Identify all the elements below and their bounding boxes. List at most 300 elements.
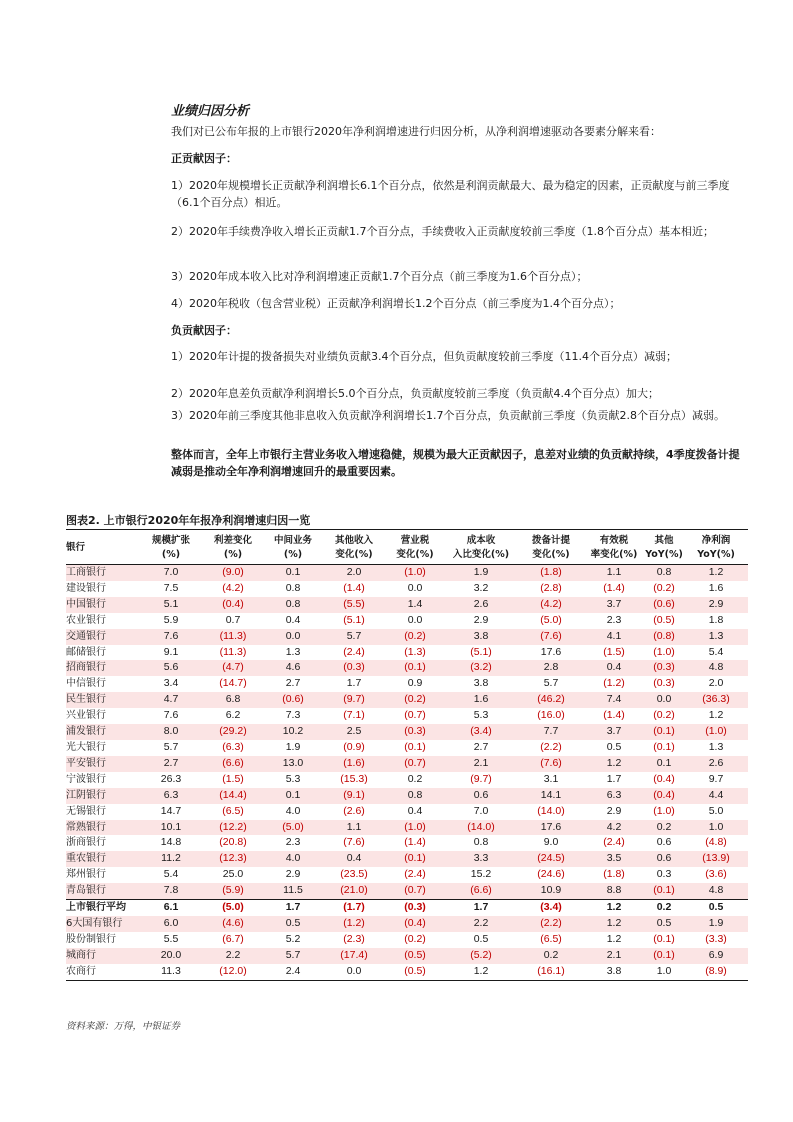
- value-cell: (3.3): [684, 932, 748, 948]
- value-cell: 0.1: [264, 788, 322, 804]
- value-cell: 0.1: [644, 756, 684, 772]
- value-cell: 5.3: [444, 708, 518, 724]
- bank-name-cell: 招商银行: [66, 660, 140, 676]
- value-cell: (0.1): [644, 740, 684, 756]
- value-cell: 1.7: [322, 676, 386, 692]
- value-cell: (4.6): [202, 916, 264, 932]
- table-row: [66, 835, 748, 851]
- value-cell: 0.7: [202, 613, 264, 629]
- value-cell: (21.0): [322, 883, 386, 899]
- column-header-line: 其他收入: [334, 535, 373, 546]
- value-cell: (3.2): [444, 660, 518, 676]
- value-cell: 0.2: [644, 900, 684, 916]
- value-cell: (1.5): [584, 645, 644, 661]
- value-cell: 1.6: [684, 581, 748, 597]
- value-cell: 2.2: [202, 948, 264, 964]
- value-cell: (0.1): [644, 724, 684, 740]
- value-cell: (46.2): [518, 692, 584, 708]
- value-cell: 6.0: [140, 916, 202, 932]
- value-cell: 4.1: [584, 629, 644, 645]
- value-cell: (0.8): [644, 629, 684, 645]
- value-cell: 3.7: [584, 597, 644, 613]
- value-cell: 1.7: [264, 900, 322, 916]
- value-cell: (0.3): [386, 724, 444, 740]
- value-cell: 0.8: [444, 835, 518, 851]
- value-cell: (9.7): [322, 692, 386, 708]
- value-cell: (5.9): [202, 883, 264, 899]
- column-header: [518, 532, 584, 565]
- bank-name-cell: 民生银行: [66, 692, 140, 708]
- attribution-table: [66, 532, 748, 981]
- positive-item-1: 1）2020年规模增长正贡献净利润增长6.1个百分点，依然是利润贡献最大、最为稳定的因素，正贡献度与前三季度（6.1个百分点）相近。: [171, 179, 730, 209]
- value-cell: 5.5: [140, 932, 202, 948]
- bank-name-cell: 工商银行: [66, 565, 140, 581]
- value-cell: 7.7: [518, 724, 584, 740]
- column-header-line: 中间业务: [273, 535, 312, 546]
- value-cell: (3.4): [518, 900, 584, 916]
- value-cell: (2.4): [584, 835, 644, 851]
- value-cell: 1.2: [584, 900, 644, 916]
- value-cell: 2.0: [322, 565, 386, 581]
- value-cell: 1.7: [444, 900, 518, 916]
- value-cell: 8.8: [584, 883, 644, 899]
- table-row: [66, 916, 748, 932]
- value-cell: 4.8: [684, 883, 748, 899]
- value-cell: 0.0: [322, 964, 386, 980]
- bank-name-cell: 无锡银行: [66, 804, 140, 820]
- value-cell: (2.4): [386, 867, 444, 883]
- value-cell: 7.6: [140, 629, 202, 645]
- bank-name-cell: 平安银行: [66, 756, 140, 772]
- value-cell: (1.4): [386, 835, 444, 851]
- value-cell: 1.3: [264, 645, 322, 661]
- value-cell: 6.8: [202, 692, 264, 708]
- column-header: [66, 532, 140, 565]
- value-cell: 1.2: [584, 916, 644, 932]
- value-cell: 0.0: [264, 629, 322, 645]
- value-cell: (0.1): [644, 948, 684, 964]
- value-cell: 6.3: [140, 788, 202, 804]
- value-cell: 25.0: [202, 867, 264, 883]
- value-cell: 11.5: [264, 883, 322, 899]
- value-cell: 10.2: [264, 724, 322, 740]
- bank-name-cell: 6大国有银行: [66, 916, 140, 932]
- column-header-line: 规模扩张: [151, 535, 190, 546]
- value-cell: 1.7: [584, 772, 644, 788]
- value-cell: (24.5): [518, 851, 584, 867]
- value-cell: (6.6): [202, 756, 264, 772]
- value-cell: 1.1: [584, 565, 644, 581]
- bank-name-cell: 农业银行: [66, 613, 140, 629]
- value-cell: 1.4: [386, 597, 444, 613]
- column-header: [202, 532, 264, 565]
- value-cell: (5.0): [264, 820, 322, 836]
- value-cell: 5.3: [264, 772, 322, 788]
- value-cell: 2.7: [140, 756, 202, 772]
- table-row: [66, 820, 748, 836]
- table-row: [66, 900, 748, 916]
- value-cell: 0.4: [386, 804, 444, 820]
- column-header-line: 拨备计提: [531, 535, 570, 546]
- bank-name-cell: 邮储银行: [66, 645, 140, 661]
- value-cell: 0.0: [386, 613, 444, 629]
- value-cell: 17.6: [518, 645, 584, 661]
- value-cell: (0.4): [644, 788, 684, 804]
- value-cell: 5.7: [140, 740, 202, 756]
- column-header-line: (%): [161, 549, 181, 560]
- table-row: [66, 772, 748, 788]
- source-note: 资料来源：万得，中银证券: [66, 1021, 181, 1032]
- value-cell: (0.4): [644, 772, 684, 788]
- value-cell: (3.4): [444, 724, 518, 740]
- value-cell: 1.3: [684, 740, 748, 756]
- value-cell: 2.3: [584, 613, 644, 629]
- bank-name-cell: 光大银行: [66, 740, 140, 756]
- bank-name-cell: 兴业银行: [66, 708, 140, 724]
- column-header-line: (%): [283, 549, 303, 560]
- column-header-line: 净利润YoY(%): [697, 535, 735, 560]
- value-cell: (6.6): [444, 883, 518, 899]
- section-title: 业绩归因分析: [171, 104, 250, 119]
- table-bottom-rule: [66, 980, 748, 981]
- value-cell: 2.6: [684, 756, 748, 772]
- table-row: [66, 740, 748, 756]
- column-header-line: 银行: [66, 542, 86, 553]
- value-cell: 9.7: [684, 772, 748, 788]
- table-row: [66, 629, 748, 645]
- value-cell: 1.1: [322, 820, 386, 836]
- value-cell: 2.9: [264, 867, 322, 883]
- bank-name-cell: 宁波银行: [66, 772, 140, 788]
- value-cell: (0.3): [644, 660, 684, 676]
- value-cell: (2.2): [518, 740, 584, 756]
- column-header-line: 利差变化: [213, 535, 252, 546]
- column-header: [644, 532, 684, 565]
- value-cell: 1.2: [584, 756, 644, 772]
- value-cell: (0.2): [386, 932, 444, 948]
- column-header: [140, 532, 202, 565]
- value-cell: 7.0: [140, 565, 202, 581]
- value-cell: (36.3): [684, 692, 748, 708]
- value-cell: (1.2): [322, 916, 386, 932]
- value-cell: 0.4: [584, 660, 644, 676]
- value-cell: 5.7: [518, 676, 584, 692]
- value-cell: (4.7): [202, 660, 264, 676]
- column-header-line: 变化(%): [335, 549, 373, 560]
- value-cell: (3.6): [684, 867, 748, 883]
- value-cell: 0.6: [444, 788, 518, 804]
- value-cell: 0.5: [444, 932, 518, 948]
- negative-item-1: 1）2020年计提的拨备损失对业绩负贡献3.4个百分点，但负贡献度较前三季度（11.4个百分点）减弱；: [171, 350, 677, 363]
- table-row: [66, 756, 748, 772]
- value-cell: 26.3: [140, 772, 202, 788]
- value-cell: (1.3): [386, 645, 444, 661]
- value-cell: 3.1: [518, 772, 584, 788]
- value-cell: (1.8): [518, 565, 584, 581]
- value-cell: 3.7: [584, 724, 644, 740]
- value-cell: 7.6: [140, 708, 202, 724]
- value-cell: (23.5): [322, 867, 386, 883]
- summary-paragraph: 整体而言，全年上市银行主营业务收入增速稳健，规模为最大正贡献因子，息差对业绩的负贡献持续，4季度拨备计提减弱是推动全年净利润增速回升的最重要因素。: [171, 448, 740, 478]
- column-header-line: 有效税: [599, 535, 629, 546]
- value-cell: (5.5): [322, 597, 386, 613]
- positive-item-2: 2）2020年手续费净收入增长正贡献1.7个百分点，手续费收入正贡献度较前三季度（1.8个百分点）基本相近；: [171, 225, 714, 238]
- table-row: [66, 581, 748, 597]
- value-cell: (1.0): [644, 804, 684, 820]
- bank-name-cell: 青岛银行: [66, 883, 140, 899]
- bank-name-cell: 中国银行: [66, 597, 140, 613]
- value-cell: (2.3): [322, 932, 386, 948]
- value-cell: (5.1): [322, 613, 386, 629]
- value-cell: (12.2): [202, 820, 264, 836]
- value-cell: (20.8): [202, 835, 264, 851]
- value-cell: 1.2: [684, 565, 748, 581]
- column-header-line: 营业税: [400, 535, 430, 546]
- value-cell: 1.9: [684, 916, 748, 932]
- value-cell: (1.2): [584, 676, 644, 692]
- value-cell: (6.7): [202, 932, 264, 948]
- value-cell: 2.0: [684, 676, 748, 692]
- value-cell: 5.0: [684, 804, 748, 820]
- value-cell: 1.0: [644, 964, 684, 980]
- value-cell: 1.9: [444, 565, 518, 581]
- value-cell: 3.8: [444, 629, 518, 645]
- value-cell: (5.0): [518, 613, 584, 629]
- bank-name-cell: 上市银行平均: [66, 900, 140, 916]
- value-cell: 10.9: [518, 883, 584, 899]
- value-cell: (0.6): [264, 692, 322, 708]
- value-cell: 1.9: [264, 740, 322, 756]
- bank-name-cell: 郑州银行: [66, 867, 140, 883]
- value-cell: (13.9): [684, 851, 748, 867]
- table-row: [66, 645, 748, 661]
- table-row: [66, 964, 748, 980]
- value-cell: 0.1: [264, 565, 322, 581]
- value-cell: 5.4: [140, 867, 202, 883]
- value-cell: 9.1: [140, 645, 202, 661]
- value-cell: (0.3): [386, 900, 444, 916]
- value-cell: 7.0: [444, 804, 518, 820]
- value-cell: 4.7: [140, 692, 202, 708]
- value-cell: 0.2: [518, 948, 584, 964]
- value-cell: (1.0): [386, 820, 444, 836]
- value-cell: (2.4): [322, 645, 386, 661]
- value-cell: (17.4): [322, 948, 386, 964]
- value-cell: 0.8: [386, 788, 444, 804]
- value-cell: 3.3: [444, 851, 518, 867]
- column-header: [444, 532, 518, 565]
- table-row: [66, 660, 748, 676]
- value-cell: 2.3: [264, 835, 322, 851]
- value-cell: 2.4: [264, 964, 322, 980]
- value-cell: (0.1): [644, 883, 684, 899]
- value-cell: 5.1: [140, 597, 202, 613]
- column-header-line: 变化(%): [396, 549, 434, 560]
- value-cell: 4.8: [684, 660, 748, 676]
- column-header-line: YoY(%): [645, 549, 683, 560]
- value-cell: 5.9: [140, 613, 202, 629]
- value-cell: 15.2: [444, 867, 518, 883]
- value-cell: (0.2): [386, 692, 444, 708]
- value-cell: (16.0): [518, 708, 584, 724]
- value-cell: (1.6): [322, 756, 386, 772]
- value-cell: 4.0: [264, 851, 322, 867]
- column-header-line: 率变化(%): [590, 549, 638, 560]
- value-cell: (9.7): [444, 772, 518, 788]
- value-cell: 4.6: [264, 660, 322, 676]
- value-cell: (0.5): [644, 613, 684, 629]
- value-cell: (14.0): [444, 820, 518, 836]
- value-cell: 0.3: [644, 867, 684, 883]
- value-cell: 5.6: [140, 660, 202, 676]
- table-row: [66, 565, 748, 581]
- value-cell: 1.2: [684, 708, 748, 724]
- value-cell: 0.0: [386, 581, 444, 597]
- value-cell: 7.3: [264, 708, 322, 724]
- value-cell: 0.5: [584, 740, 644, 756]
- value-cell: (11.3): [202, 645, 264, 661]
- value-cell: 2.7: [444, 740, 518, 756]
- value-cell: (7.6): [518, 629, 584, 645]
- value-cell: 3.5: [584, 851, 644, 867]
- value-cell: 11.2: [140, 851, 202, 867]
- value-cell: 2.1: [444, 756, 518, 772]
- value-cell: 3.8: [584, 964, 644, 980]
- value-cell: (1.0): [684, 724, 748, 740]
- value-cell: (0.2): [644, 708, 684, 724]
- value-cell: 6.9: [684, 948, 748, 964]
- bank-name-cell: 建设银行: [66, 581, 140, 597]
- value-cell: (0.9): [322, 740, 386, 756]
- table-row: [66, 883, 748, 899]
- value-cell: 2.6: [444, 597, 518, 613]
- value-cell: (12.0): [202, 964, 264, 980]
- positive-item-3: 3）2020年成本收入比对净利润增速正贡献1.7个百分点（前三季度为1.6个百分点）；: [171, 270, 588, 283]
- value-cell: 5.4: [684, 645, 748, 661]
- value-cell: 0.0: [644, 692, 684, 708]
- bank-name-cell: 股份制银行: [66, 932, 140, 948]
- value-cell: (1.0): [644, 645, 684, 661]
- table-row: [66, 948, 748, 964]
- value-cell: (5.2): [444, 948, 518, 964]
- value-cell: (1.4): [584, 581, 644, 597]
- value-cell: (14.4): [202, 788, 264, 804]
- value-cell: 0.5: [644, 916, 684, 932]
- value-cell: 0.8: [264, 597, 322, 613]
- table-row: [66, 676, 748, 692]
- value-cell: (0.6): [644, 597, 684, 613]
- value-cell: (0.2): [644, 581, 684, 597]
- bank-name-cell: 中信银行: [66, 676, 140, 692]
- column-header-line: 成本收: [466, 535, 496, 546]
- value-cell: 0.2: [386, 772, 444, 788]
- value-cell: 8.0: [140, 724, 202, 740]
- value-cell: 0.9: [386, 676, 444, 692]
- table-body: [66, 565, 748, 981]
- value-cell: (6.5): [202, 804, 264, 820]
- column-header: [322, 532, 386, 565]
- table-title: 图表2. 上市银行2020年年报净利润增速归因一览: [66, 514, 311, 527]
- value-cell: 1.3: [684, 629, 748, 645]
- value-cell: (0.3): [644, 676, 684, 692]
- value-cell: (29.2): [202, 724, 264, 740]
- value-cell: (0.7): [386, 708, 444, 724]
- table-row: [66, 597, 748, 613]
- value-cell: (5.0): [202, 900, 264, 916]
- bank-name-cell: 交通银行: [66, 629, 140, 645]
- value-cell: 1.2: [444, 964, 518, 980]
- value-cell: (0.2): [386, 629, 444, 645]
- value-cell: 2.1: [584, 948, 644, 964]
- value-cell: (16.1): [518, 964, 584, 980]
- value-cell: (0.3): [322, 660, 386, 676]
- bank-name-cell: 农商行: [66, 964, 140, 980]
- value-cell: (14.0): [518, 804, 584, 820]
- value-cell: 0.4: [322, 851, 386, 867]
- value-cell: 6.1: [140, 900, 202, 916]
- value-cell: 3.8: [444, 676, 518, 692]
- value-cell: 1.8: [684, 613, 748, 629]
- value-cell: (8.9): [684, 964, 748, 980]
- bank-name-cell: 重农银行: [66, 851, 140, 867]
- bank-name-cell: 浙商银行: [66, 835, 140, 851]
- value-cell: (7.6): [518, 756, 584, 772]
- negative-factors-title: 负贡献因子：: [171, 324, 237, 337]
- value-cell: 1.0: [684, 820, 748, 836]
- value-cell: (12.3): [202, 851, 264, 867]
- table-row: [66, 724, 748, 740]
- value-cell: (15.3): [322, 772, 386, 788]
- value-cell: (1.5): [202, 772, 264, 788]
- bank-name-cell: 城商行: [66, 948, 140, 964]
- value-cell: (7.6): [322, 835, 386, 851]
- value-cell: 17.6: [518, 820, 584, 836]
- value-cell: 2.2: [444, 916, 518, 932]
- value-cell: (4.2): [518, 597, 584, 613]
- bank-name-cell: 常熟银行: [66, 820, 140, 836]
- value-cell: 7.5: [140, 581, 202, 597]
- value-cell: 0.6: [644, 835, 684, 851]
- table-row: [66, 932, 748, 948]
- bank-name-cell: 浦发银行: [66, 724, 140, 740]
- value-cell: (6.5): [518, 932, 584, 948]
- value-cell: 14.1: [518, 788, 584, 804]
- value-cell: 0.8: [264, 581, 322, 597]
- value-cell: (2.2): [518, 916, 584, 932]
- value-cell: (11.3): [202, 629, 264, 645]
- value-cell: 14.8: [140, 835, 202, 851]
- table-row: [66, 867, 748, 883]
- value-cell: 4.0: [264, 804, 322, 820]
- value-cell: 6.2: [202, 708, 264, 724]
- value-cell: 0.6: [644, 851, 684, 867]
- value-cell: 0.8: [644, 565, 684, 581]
- column-header-line: 入比变化(%): [452, 549, 510, 560]
- value-cell: 13.0: [264, 756, 322, 772]
- value-cell: (0.1): [386, 660, 444, 676]
- value-cell: 10.1: [140, 820, 202, 836]
- column-header: [584, 532, 644, 565]
- value-cell: (1.7): [322, 900, 386, 916]
- value-cell: (0.5): [386, 948, 444, 964]
- column-header-line: 变化(%): [532, 549, 570, 560]
- value-cell: (24.6): [518, 867, 584, 883]
- value-cell: 5.2: [264, 932, 322, 948]
- value-cell: (0.1): [386, 740, 444, 756]
- value-cell: (5.1): [444, 645, 518, 661]
- value-cell: (2.6): [322, 804, 386, 820]
- value-cell: (0.4): [386, 916, 444, 932]
